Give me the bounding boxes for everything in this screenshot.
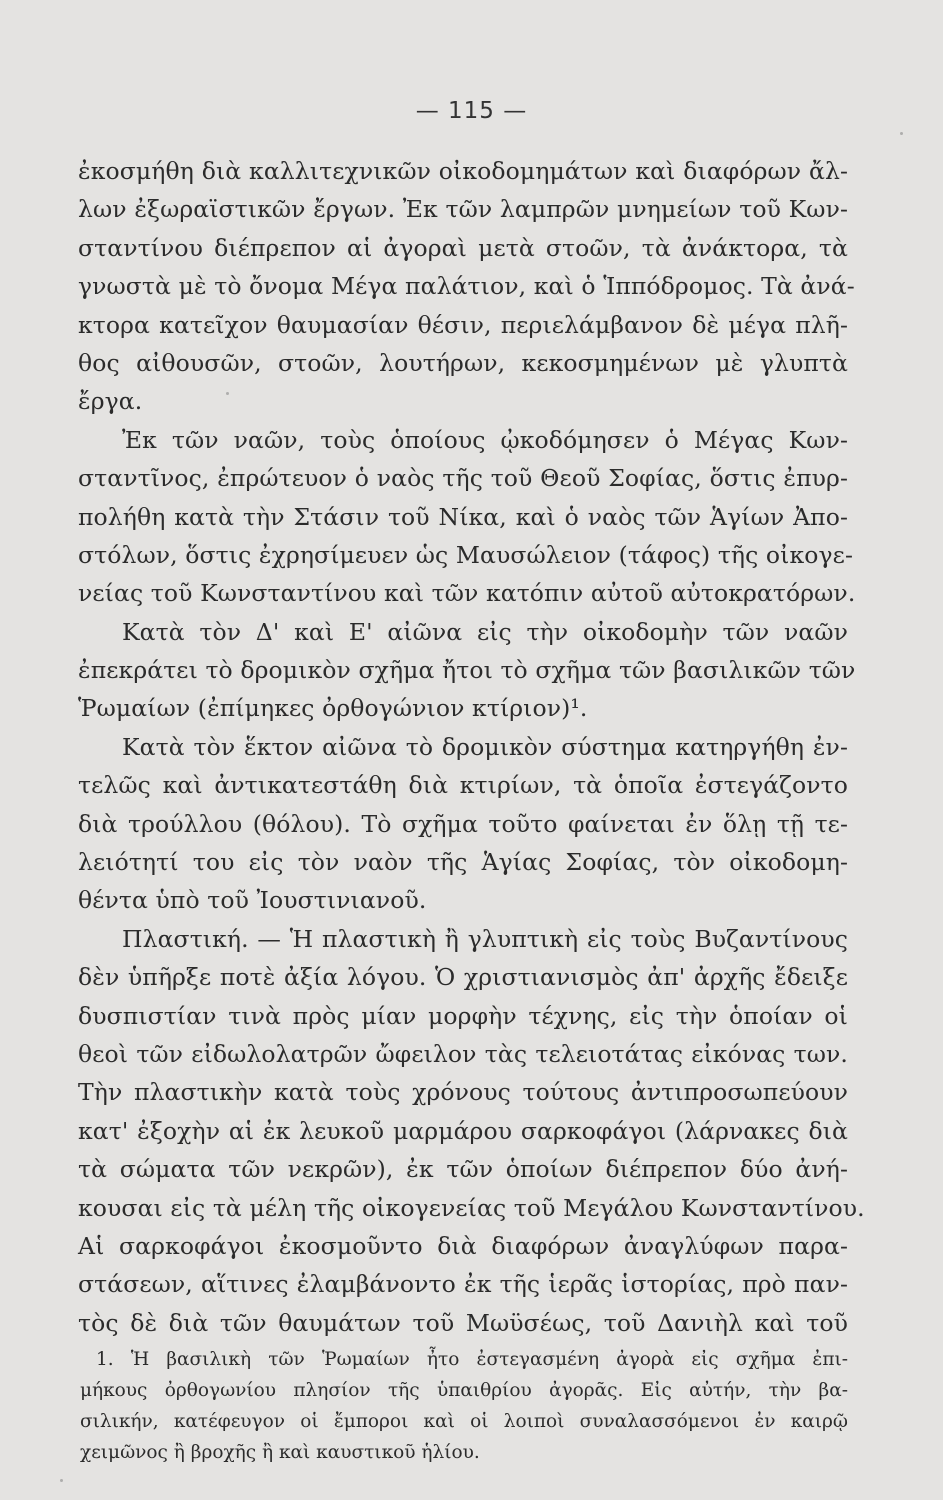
paper-speck (226, 392, 229, 395)
text-line: Κατὰ τὸν ἕκτον αἰῶνα τὸ δρομικὸν σύστημα κατηργήθη ἐν- (122, 732, 848, 761)
paper-speck (60, 1479, 63, 1482)
text-line: τὰ σώματα τῶν νεκρῶν), ἐκ τῶν ὁποίων διέπρεπον δύο ἀνή- (78, 1155, 848, 1184)
text-line: νείας τοῦ Κωνσταντίνου καὶ τῶν κατόπιν αὐτοῦ αὐτοκρατόρων. (78, 579, 856, 608)
text-line: λων ἐξωραϊστικῶν ἔργων. Ἐκ τῶν λαμπρῶν μνημείων τοῦ Κων- (78, 195, 848, 224)
text-line: πολήθη κατὰ τὴν Στάσιν τοῦ Νίκα, καὶ ὁ ναὸς τῶν Ἁγίων Ἀπο- (78, 502, 848, 531)
text-line: θος αἰθουσῶν, στοῶν, λουτήρων, κεκοσμημένων μὲ γλυπτὰ (78, 348, 848, 377)
footnote-line: 1. Ἡ βασιλικὴ τῶν Ῥωμαίων ἦτο ἐστεγασμένη ἀγορὰ εἰς σχῆμα ἐπι- (96, 1349, 848, 1370)
footnote-line: χειμῶνος ἢ βροχῆς ἢ καὶ καυστικοῦ ἡλίου. (80, 1442, 480, 1463)
text-line: Πλαστική. — Ἡ πλαστικὴ ἢ γλυπτικὴ εἰς τοὺς Βυζαντίνους (122, 924, 848, 953)
text-line: ἐπεκράτει τὸ δρομικὸν σχῆμα ἤτοι τὸ σχῆμα τῶν βασιλικῶν τῶν (78, 656, 856, 685)
text-line: σταντίνου διέπρεπον αἱ ἀγοραὶ μετὰ στοῶν, τὰ ἀνάκτορα, τὰ (78, 233, 848, 262)
text-line: δὲν ὑπῆρξε ποτὲ ἀξία λόγου. Ὁ χριστιανισμὸς ἀπ' ἀρχῆς ἔδειξε (78, 963, 848, 992)
text-line: τελῶς καὶ ἀντικατεστάθη διὰ κτιρίων, τὰ ὁποῖα ἐστεγάζοντο (78, 771, 848, 800)
paper-speck (900, 132, 903, 135)
text-line: θεοὶ τῶν εἰδωλολατρῶν ὤφειλον τὰς τελειοτάτας εἰκόνας των. (78, 1039, 848, 1068)
text-line: Κατὰ τὸν Δ' καὶ Ε' αἰῶνα εἰς τὴν οἰκοδομὴν τῶν ναῶν (122, 617, 848, 646)
page-number: — 115 — (415, 98, 528, 124)
text-line: γνωστὰ μὲ τὸ ὄνομα Μέγα παλάτιον, καὶ ὁ Ἱππόδρομος. Τὰ ἀνά- (78, 272, 855, 301)
text-line: στάσεων, αἵτινες ἐλαμβάνοντο ἐκ τῆς ἱερᾶς ἱστορίας, πρὸ παν- (78, 1270, 848, 1299)
text-line: δυσπιστίαν τινὰ πρὸς μίαν μορφὴν τέχνης, εἰς τὴν ὁποίαν οἱ (78, 1001, 848, 1030)
footnote-line: σιλικήν, κατέφευγον οἱ ἔμποροι καὶ οἱ λοιποὶ συναλασσόμενοι ἐν καιρῷ (80, 1411, 848, 1432)
text-line: θέντα ὑπὸ τοῦ Ἰουστινιανοῦ. (78, 886, 427, 915)
text-line: Τὴν πλαστικὴν κατὰ τοὺς χρόνους τούτους ἀντιπροσωπεύουν (78, 1078, 848, 1107)
text-line: κατ' ἐξοχὴν αἱ ἐκ λευκοῦ μαρμάρου σαρκοφάγοι (λάρνακες διὰ (78, 1116, 848, 1145)
text-line: Αἱ σαρκοφάγοι ἐκοσμοῦντο διὰ διαφόρων ἀναγλύφων παρα- (78, 1231, 848, 1260)
text-line: στόλων, ὅστις ἐχρησίμευεν ὡς Μαυσώλειον (τάφος) τῆς οἰκογε- (78, 540, 853, 569)
main-text (78, 152, 865, 1342)
text-line: κτορα κατεῖχον θαυμασίαν θέσιν, περιελάμβανον δὲ μέγα πλῆ- (78, 310, 848, 339)
footnotes (80, 1344, 848, 1468)
text-line: Ἐκ τῶν ναῶν, τοὺς ὁποίους ᾠκοδόμησεν ὁ Μέγας Κων- (122, 425, 848, 454)
text-line: διὰ τρούλλου (θόλου). Τὸ σχῆμα τοῦτο φαίνεται ἐν ὅλῃ τῇ τε- (78, 809, 848, 838)
text-line: ἐκοσμήθη διὰ καλλιτεχνικῶν οἰκοδομημάτων καὶ διαφόρων ἄλ- (78, 157, 848, 185)
text-line: τὸς δὲ διὰ τῶν θαυμάτων τοῦ Μωϋσέως, τοῦ Δανιὴλ καὶ τοῦ (78, 1308, 848, 1337)
text-line: κουσαι εἰς τὰ μέλη τῆς οἰκογενείας τοῦ Μεγάλου Κωνσταντίνου. (78, 1193, 865, 1222)
text-line: λειότητί του εἰς τὸν ναὸν τῆς Ἁγίας Σοφίας, τὸν οἰκοδομη- (78, 848, 848, 877)
text-line: ἔργα. (78, 387, 143, 416)
footnote-line: μήκους ὀρθογωνίου πλησίον τῆς ὑπαιθρίου ἀγορᾶς. Εἰς αὐτήν, τὴν βα- (80, 1380, 848, 1401)
text-line: σταντῖνος, ἐπρώτευον ὁ ναὸς τῆς τοῦ Θεοῦ Σοφίας, ὅστις ἐπυρ- (78, 464, 848, 493)
text-line: Ῥωμαίων (ἐπίμηκες ὀρθογώνιον κτίριον)¹. (78, 694, 588, 723)
